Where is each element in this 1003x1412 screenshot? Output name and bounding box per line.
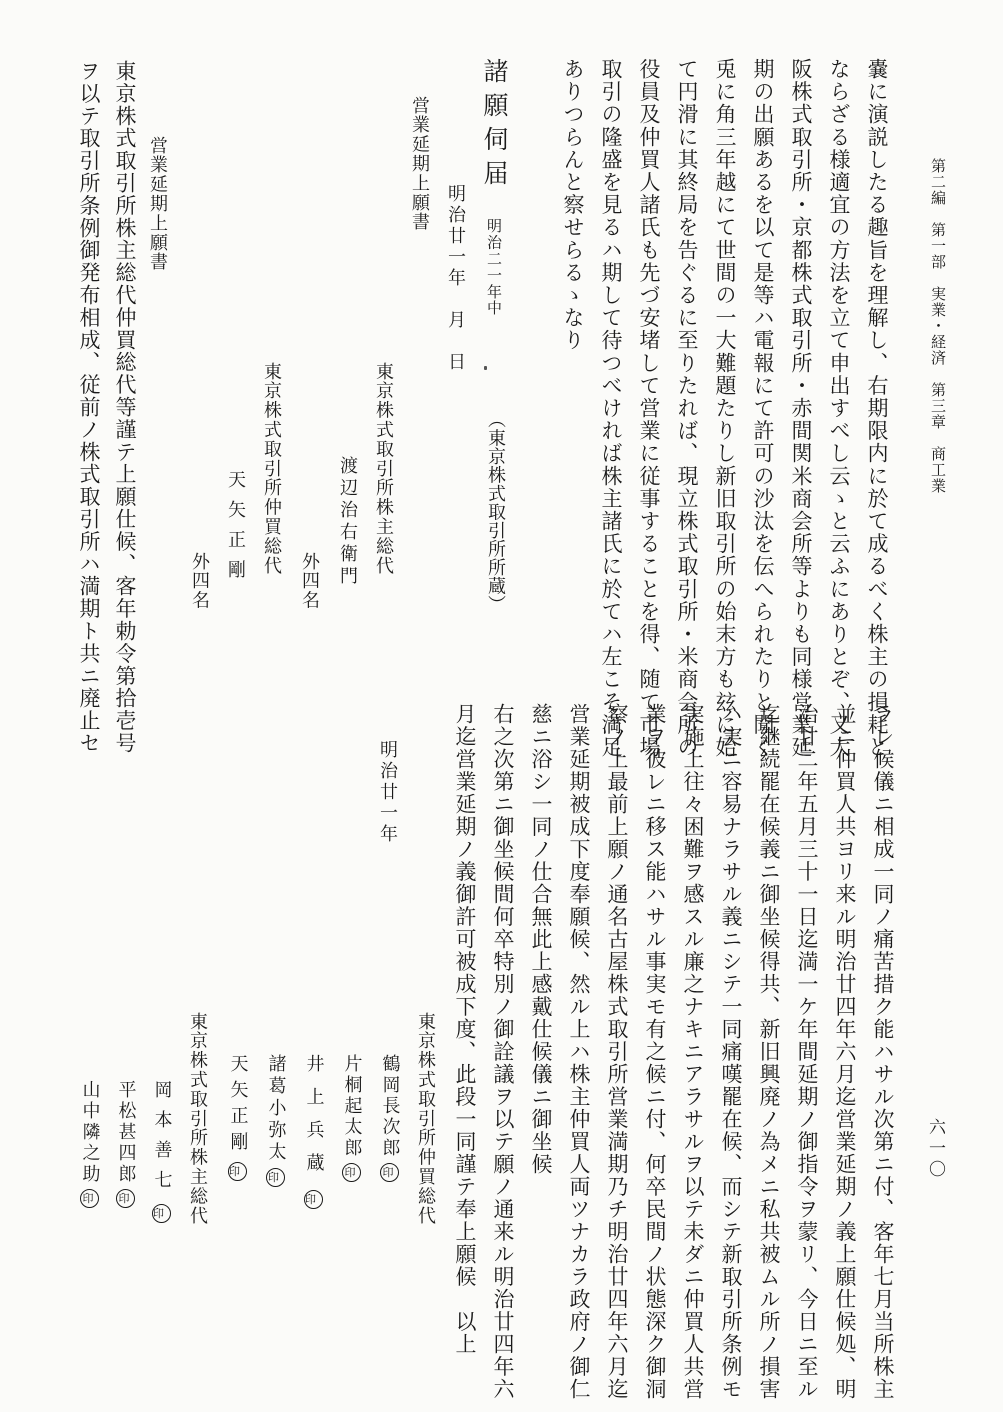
signatory-name: 岡本善七 (151, 1080, 173, 1200)
seal-icon: 印 (304, 1190, 323, 1209)
text-line: 東京株式取引所株主総代仲買総代等謹テ上願仕候、客年勅令第拾壱号 (113, 60, 137, 755)
section-title: 諸願伺届 (480, 58, 509, 194)
text-line: 慈ニ浴シ一同ノ仕合無此上感戴仕候儀ニ御坐候 (529, 703, 553, 1176)
text-line: ラレ候儀ニ相成一同ノ痛苦措ク能ハサル次第ニ付、客年七月当所株主 (871, 703, 895, 1401)
seal-icon: 印 (116, 1189, 135, 1208)
text-line: 取引の隆盛を見るハ期して待つべければ株主諸氏に於てハ左こそ満足 (599, 58, 623, 759)
text-line: 察ノ上最前上願ノ通名古屋株式取引所営業満期乃チ明治廿四年六月迄 (605, 703, 629, 1401)
signatory-name: 井上兵蔵 (303, 1054, 325, 1186)
running-title: 第二編 第一部 実業・経済 第三章 商工業 (929, 158, 947, 494)
broker-signature (380, 1054, 399, 1182)
signature-date: 明治廿一年 (377, 740, 398, 845)
seal-icon: 印 (152, 1204, 171, 1223)
broker-org: 東京株式取引所仲買総代 (415, 1012, 436, 1226)
broker-signature (342, 1054, 361, 1182)
signatory-name: 諸葛小弥太 (265, 1054, 287, 1164)
shareholder-rep-org: 東京株式取引所株主総代 (373, 362, 394, 576)
text-line: 阪株式取引所・京都株式取引所・赤間関米商会所等よりも同様営業延 (789, 58, 813, 759)
text-line: ヲ以テ取引所条例御発布相成、従前ノ株式取引所ハ満期ト共ニ廃止セ (77, 60, 101, 755)
shareholder-signature (151, 1080, 176, 1223)
broker-rep-name: 天矢正剛 (225, 470, 246, 590)
broker-rep-others: 外四名 (189, 552, 210, 611)
text-line: て円滑に其終局を告ぐるに至りたれば、現立株式取引所・米商会所の (675, 58, 699, 759)
text-line: 兎に角三年越にて世間の一大難題たりし新旧取引所の始末方も玆に始 (713, 58, 737, 759)
section-source: （東京株式取引所所蔵） (485, 410, 506, 614)
broker-signature (228, 1054, 247, 1181)
seal-icon: 印 (380, 1163, 399, 1182)
shareholder-org: 東京株式取引所株主総代 (187, 1012, 208, 1226)
text-line: 並ニ仲買人共ヨリ来ル明治廿四年六月迄営業延期ノ義上願仕候処、明 (833, 703, 857, 1401)
broker-signature (266, 1054, 285, 1187)
seal-icon: 印 (342, 1163, 361, 1182)
shareholder-rep-name: 渡辺治右衛門 (337, 456, 358, 588)
text-line: 実施上往々困難ヲ感スル廉之ナキニアラサルヲ以テ未ダニ仲買人共営 (681, 703, 705, 1401)
petition-title: 営業延期上願書 (409, 96, 430, 232)
text-line: 治廿二年五月三十一日迄満一ケ年間延期ノ御指令ヲ蒙リ、今日ニ至ル (795, 703, 819, 1401)
signatory-name: 天矢正剛 (227, 1054, 249, 1158)
text-line: 迄継続罷在候義ニ御坐候得共、新旧興廃ノ為メニ私共被ムル所ノ損害 (757, 703, 781, 1401)
signatory-name: 鶴岡長次郎 (379, 1054, 401, 1159)
broker-signature (303, 1054, 331, 1209)
text-line: ハ実ニ容易ナラサル義ニシテ一同痛嘆罷在候、而シテ新取引所条例モ (719, 703, 743, 1401)
ink-dot (484, 366, 487, 370)
signatory-name: 平松甚四郎 (115, 1080, 137, 1185)
shareholder-signature (80, 1080, 99, 1208)
text-line: 月迄営業延期ノ義御許可被成下度、此段一同謹テ奉上願候 以上 (453, 703, 477, 1356)
text-line: ならざる様適宜の方法を立て申出すべし云ゝと云ふにありとぞ、又大 (827, 58, 851, 759)
shareholder-signature (116, 1080, 135, 1208)
text-line: 嚢に演説したる趣旨を理解し、右期限内に於て成るべく株主の損耗と (865, 58, 889, 759)
broker-rep-org: 東京株式取引所仲買総代 (261, 362, 282, 576)
section-period: 明治二一年中 (485, 218, 503, 317)
signatory-name: 片桐起太郎 (341, 1054, 363, 1159)
text-line: 期の出願あるを以て是等ハ電報にて許可の沙汰を伝へられたりと聞く (751, 58, 775, 759)
seal-icon: 印 (266, 1168, 285, 1187)
signatory-name: 山中隣之助 (79, 1080, 101, 1185)
petition-title: 営業延期上願書 (147, 136, 168, 272)
text-line: 役員及仲買人諸氏も先づ安堵して営業に従事することを得、随て市場 (637, 58, 661, 759)
shareholder-rep-others: 外四名 (299, 552, 320, 611)
text-line: ありつらんと察せらるゝなり (561, 58, 585, 352)
seal-icon: 印 (80, 1189, 99, 1208)
seal-icon: 印 (228, 1162, 247, 1181)
page-number: 六一〇 (925, 1118, 945, 1181)
text-line: 右之次第ニ御坐候間何卒特別ノ御詮議ヲ以テ願ノ通来ル明治廿四年六 (491, 703, 515, 1401)
petition-date: 明治廿一年 月 日 (445, 184, 466, 373)
text-line: 営業延期被成下度奉願候、然ル上ハ株主仲買人両ツナカラ政府ノ御仁 (567, 703, 591, 1401)
text-line: 業ヲ彼レニ移ス能ハサル事実モ有之候ニ付、何卒民間ノ状態深ク御洞 (643, 703, 667, 1401)
